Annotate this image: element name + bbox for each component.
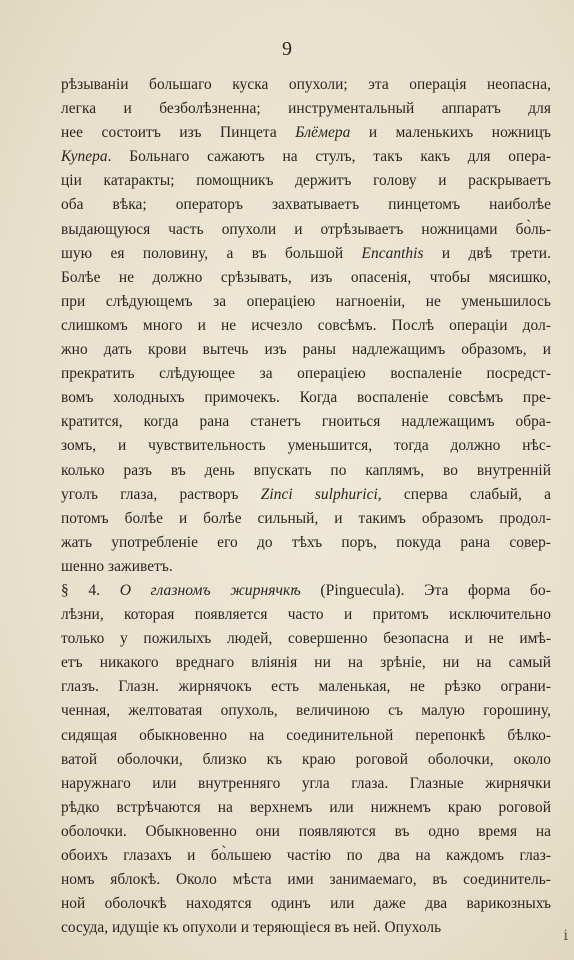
text-run: выдающуюся часть опухоли и отрѣзываетъ ножницами бо̀ль- — [61, 220, 551, 238]
text-line — [61, 434, 551, 458]
text-line — [61, 916, 551, 940]
text-line — [61, 772, 551, 796]
text-run: жно дать крови вытечь изъ раны надлежащимъ образомъ, и — [61, 341, 551, 359]
text-line — [61, 724, 551, 748]
text-line — [61, 892, 551, 916]
text-line — [61, 699, 551, 723]
text-run: потомъ болѣе и болѣе сильный, и такимъ образомъ продол- — [61, 509, 551, 527]
text-line — [61, 145, 551, 169]
ink-smudge — [236, 84, 242, 88]
text-run: обоихъ глазахъ и бо̀льшею частію по два на каждомъ глаз- — [61, 847, 551, 864]
text-run: (Pinguecula). Эта форма бо- — [300, 581, 551, 599]
text-run: номъ яблокѣ. Около мѣста ими занимаемаго, въ соединитель- — [61, 871, 551, 889]
text-run: оба вѣка; операторъ захватываетъ пинцетомъ наиболѣе — [61, 196, 551, 214]
text-run: ной оболочкѣ находятся одинъ или даже два варикозныхъ — [61, 895, 551, 913]
text-run: етъ никакого вреднаго вліянія ни на зрѣніе, ни на самый — [61, 654, 551, 672]
text-run: , сперва слабый, а — [377, 485, 551, 503]
italic-run: О глазномъ жирнячкѣ — [119, 581, 301, 599]
text-line — [61, 73, 551, 97]
text-run: и маленькихъ ножницъ — [350, 124, 551, 142]
text-line — [61, 314, 551, 338]
text-run: лѣзни, которая появляется часто и притомъ исключительно — [61, 606, 551, 624]
text-line — [61, 603, 551, 627]
text-line — [61, 675, 551, 699]
italic-run: Купера — [61, 148, 108, 166]
text-line — [61, 386, 551, 410]
text-run: вомъ холодныхъ примочекъ. Когда воспаленіе совсѣмъ пре- — [61, 389, 551, 407]
text-line — [61, 796, 551, 820]
text-run: при слѣдующемъ за операціею нагноеніи, не уменьшилось — [61, 292, 551, 310]
page-number: 9 — [282, 38, 292, 60]
text-line — [61, 266, 551, 290]
text-line — [61, 290, 551, 314]
text-run: прекратить слѣдующее за операціею воспаленіе посредст- — [61, 365, 551, 383]
paragraph-operation-aftercare — [61, 73, 551, 579]
text-line — [61, 242, 551, 266]
text-line — [61, 868, 551, 892]
text-line — [61, 169, 551, 193]
text-run: сосуда, идущіе къ опухоли и теряющіеся въ ней. Опухоль — [61, 919, 442, 937]
text-run: § 4. — [61, 581, 120, 599]
text-run: только у пожилыхъ людей, совершенно безопасна и не имѣ- — [61, 630, 551, 648]
text-run: шую ея половину, а въ большой — [61, 244, 362, 262]
text-line — [61, 627, 551, 651]
page-body — [61, 73, 551, 940]
text-run: ціи катаракты; помощникъ держитъ голову и раскрываетъ — [61, 172, 551, 190]
ink-smudge — [521, 546, 526, 550]
text-line — [61, 362, 551, 386]
text-run: слишкомъ много и не исчезло совсѣмъ. Послѣ операціи дол- — [61, 316, 551, 334]
text-line — [61, 410, 551, 434]
text-line — [61, 483, 551, 507]
text-run: и двѣ трети. — [423, 244, 551, 262]
italic-run: Zinci sulphurici — [260, 485, 378, 503]
text-run: рѣдко встрѣчаются на верхнемъ или нижнемъ краю роговой — [61, 798, 551, 816]
text-line — [61, 218, 551, 242]
text-run: кратится, когда рана станетъ гноиться надлежащимъ обра- — [61, 413, 551, 431]
text-run: уголъ глаза, растворъ — [61, 485, 261, 503]
text-line — [61, 579, 551, 603]
text-run: оболочки. Обыкновенно они появляются въ одно время на — [61, 822, 551, 840]
text-line — [61, 193, 551, 217]
text-line — [61, 651, 551, 675]
text-line — [61, 338, 551, 362]
text-line — [61, 531, 551, 555]
text-line — [61, 844, 551, 868]
text-run: Болѣе не должно срѣзывать, изъ опасенія, чтобы мясишко, — [61, 268, 551, 286]
text-line — [61, 555, 551, 579]
text-run: колько разъ въ день впускать по каплямъ, во внутренній — [61, 461, 551, 479]
text-line — [61, 121, 551, 145]
text-line — [61, 459, 551, 483]
text-run: рѣзываніи большаго куска опухоли; эта операція неопасна, — [61, 76, 551, 93]
text-run: зомъ, и чувствительность уменьшится, тогда должно нѣс- — [61, 437, 551, 455]
text-run: сидящая обыкновенно на соединительной перепонкѣ бѣлко- — [61, 726, 551, 744]
text-run: . Больнаго сажаютъ на стулъ, такъ какъ для опера- — [107, 148, 551, 166]
text-run: ватой оболочки, близко къ краю роговой оболочки, около — [61, 750, 551, 768]
text-line — [61, 507, 551, 531]
text-run: легка и безболѣзненна; инструментальный аппаратъ для — [61, 100, 551, 118]
text-run: нее состоитъ изъ Пинцета — [61, 124, 296, 142]
margin-mark: ⅰ — [563, 928, 568, 944]
text-run: шенно заживетъ. — [61, 557, 173, 575]
text-line — [61, 97, 551, 121]
text-line — [61, 748, 551, 772]
text-run: жать употребленіе его до тѣхъ поръ, покуда рана совер- — [61, 533, 551, 551]
text-run: ченная, желтоватая опухоль, величиною съ малую горошину, — [61, 702, 551, 720]
italic-run: Блёмера — [295, 124, 351, 142]
italic-run: Encanthis — [361, 244, 424, 262]
text-line — [61, 820, 551, 844]
text-run: наружнаго или внутренняго угла глаза. Глазные жирнячки — [61, 774, 551, 792]
paragraph-pinguecula — [61, 579, 551, 940]
text-run: глазъ. Глазн. жирнячокъ есть маленькая, не рѣзко ограни- — [61, 678, 551, 696]
